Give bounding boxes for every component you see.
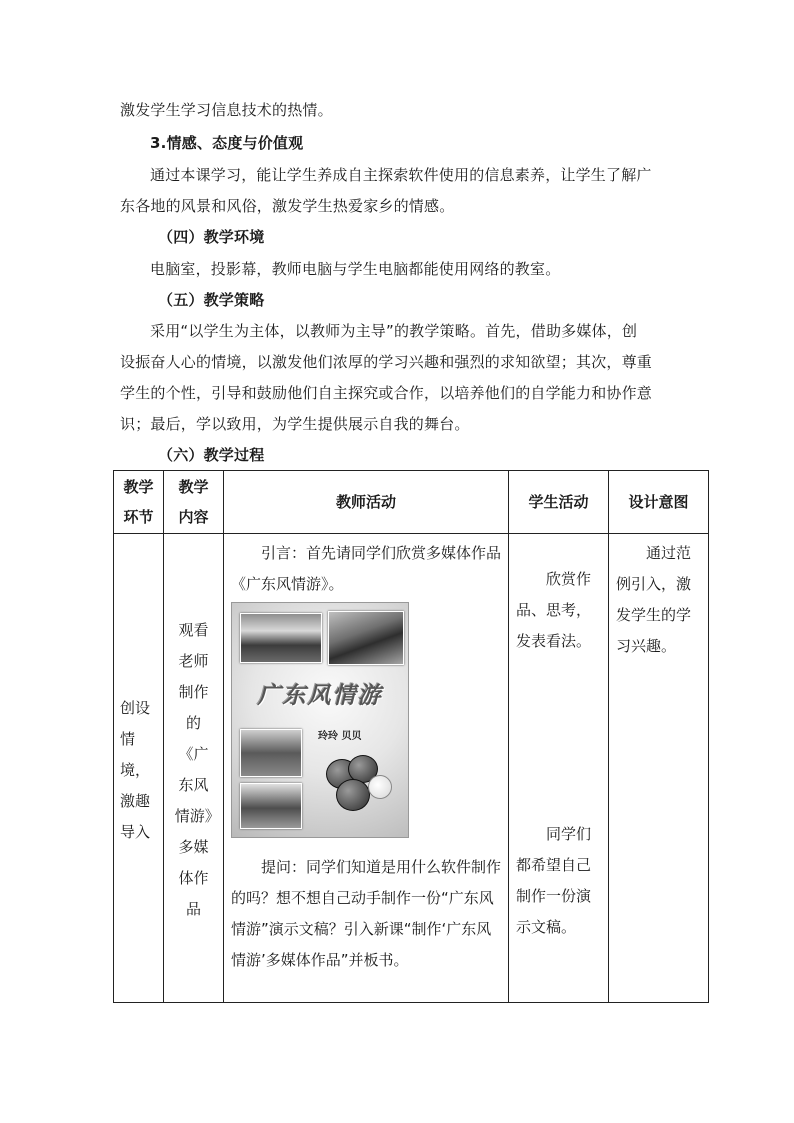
montage-wrapper bbox=[224, 602, 508, 838]
montage-authors: 玲玲 贝贝 bbox=[318, 731, 362, 742]
header-content bbox=[164, 471, 224, 534]
content-text: 观看老师制作的《广东风情游》多媒体作品 bbox=[174, 621, 213, 918]
header-teacher-activity: 教师活动 bbox=[224, 471, 509, 534]
section-heading-environment: （四）教学环境 bbox=[158, 228, 265, 246]
header-stage-line2: 环节 bbox=[123, 508, 154, 526]
paragraph-line: 激发学生学习信息技术的热情。 bbox=[120, 101, 333, 119]
header-stage bbox=[114, 471, 164, 534]
teaching-process-table bbox=[113, 470, 709, 1003]
section-heading-process: （六）教学过程 bbox=[158, 446, 265, 464]
section-heading-strategy: （五）教学策略 bbox=[158, 291, 265, 309]
paragraph-line: 识；最后，学以致用，为学生提供展示自我的舞台。 bbox=[120, 415, 470, 433]
paragraph-line: 通过本课学习，能让学生养成自主探索软件使用的信息素养，让学生了解广 bbox=[150, 166, 652, 184]
section-heading-values: 3.情感、态度与价值观 bbox=[150, 134, 304, 152]
pagoda-photo bbox=[240, 729, 302, 777]
table-header-row bbox=[114, 471, 709, 534]
paragraph-line: 东各地的风景和风俗，激发学生热爱家乡的情感。 bbox=[120, 197, 455, 215]
cell-content bbox=[164, 534, 224, 1003]
cell-design-intent bbox=[609, 534, 709, 1003]
student-activity-text-1: 欣赏作品、思考，发表看法。 bbox=[516, 570, 592, 650]
lychee-photo bbox=[324, 753, 400, 813]
paragraph-line: 电脑室，投影幕，教师电脑与学生电脑都能使用网络的教室。 bbox=[150, 260, 561, 278]
paragraph-line: 学生的个性，引导和鼓励他们自主探究或合作，以培养他们的自学能力和协作意 bbox=[120, 384, 653, 402]
stage-text: 创设情境，激趣导入 bbox=[120, 698, 151, 841]
montage-title: 广东风情游 bbox=[257, 682, 383, 709]
guangdong-montage-image bbox=[231, 602, 409, 838]
header-stage-line1: 教学 bbox=[123, 478, 154, 496]
header-content-line1: 教学 bbox=[178, 478, 209, 496]
student-activity-text-2: 同学们都希望自己制作一份演示文稿。 bbox=[516, 825, 592, 936]
header-content-line2: 内容 bbox=[178, 508, 209, 526]
cell-teacher-activity bbox=[224, 534, 509, 1003]
building-photo bbox=[240, 783, 302, 829]
table-row bbox=[114, 534, 709, 1003]
teacher-intro-text: 引言：首先请同学们欣赏多媒体作品《广东风情游》。 bbox=[231, 544, 502, 593]
coast-photo bbox=[328, 611, 404, 665]
paragraph-line: 采用“以学生为主体，以教师为主导”的教学策略。首先，借助多媒体，创 bbox=[150, 322, 638, 340]
cell-student-activity bbox=[509, 534, 609, 1003]
header-design-intent: 设计意图 bbox=[609, 471, 709, 534]
palace-photo bbox=[240, 613, 322, 663]
paragraph-line: 设振奋人心的情境，以激发他们浓厚的学习兴趣和强烈的求知欲望；其次，尊重 bbox=[120, 353, 653, 371]
teacher-question-text: 提问：同学们知道是用什么软件制作的吗？想不想自己动手制作一份“广东风情游”演示文稿？引入新课“制作‘广东风情游’多媒体作品”并板书。 bbox=[231, 858, 502, 969]
cell-stage bbox=[114, 534, 164, 1003]
header-student-activity: 学生活动 bbox=[509, 471, 609, 534]
design-intent-text: 通过范例引入，激发学生的学习兴趣。 bbox=[616, 544, 692, 655]
